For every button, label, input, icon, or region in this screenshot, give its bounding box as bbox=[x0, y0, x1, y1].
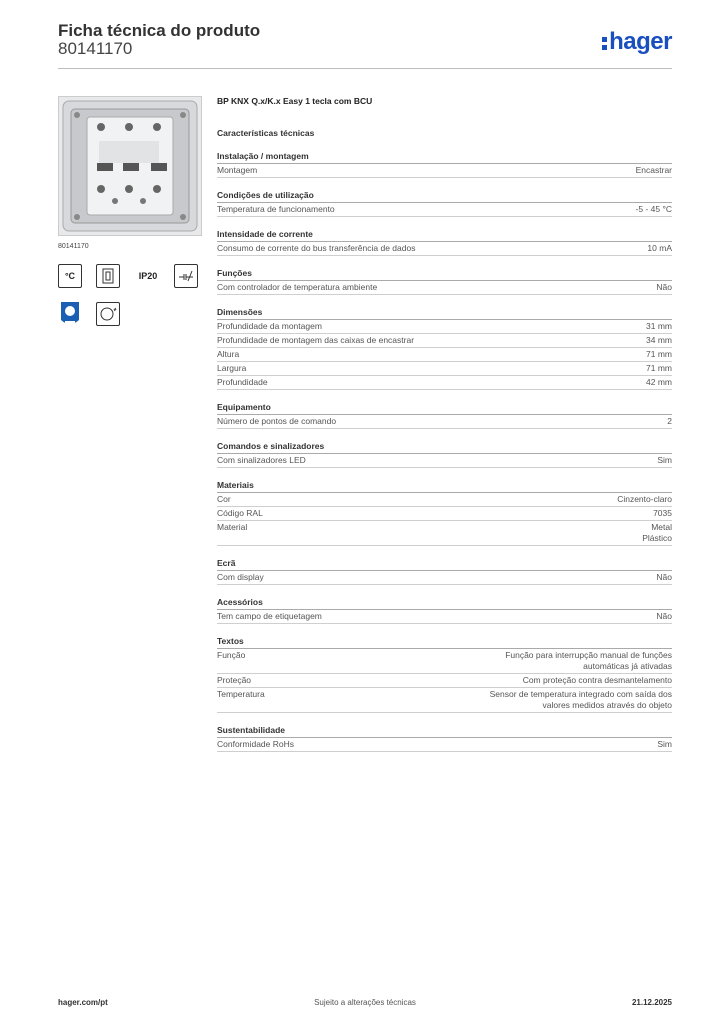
spec-section bbox=[217, 150, 672, 178]
spec-row bbox=[217, 415, 672, 429]
characteristics-title: Características técnicas bbox=[217, 128, 315, 138]
spec-label: Função bbox=[217, 650, 246, 660]
spec-value-line: 7035 bbox=[653, 508, 672, 518]
knx-push-button-image bbox=[59, 97, 201, 235]
spec-value bbox=[667, 416, 672, 427]
spec-value bbox=[656, 572, 672, 583]
product-image bbox=[58, 96, 202, 236]
product-code: 80141170 bbox=[58, 39, 133, 58]
spec-label: Tem campo de etiquetagem bbox=[217, 611, 322, 621]
spec-section bbox=[217, 479, 672, 546]
spec-row bbox=[217, 334, 672, 348]
spec-row bbox=[217, 649, 672, 674]
knx-icon bbox=[58, 302, 82, 326]
spec-section bbox=[217, 724, 672, 752]
spec-value bbox=[646, 377, 672, 388]
spec-value-line: Sensor de temperatura integrado com saída dos bbox=[489, 689, 672, 699]
logo-text: hager bbox=[609, 28, 672, 55]
spec-value bbox=[636, 165, 672, 176]
thermometer-icon bbox=[58, 264, 82, 288]
hager-logo bbox=[602, 28, 672, 56]
spec-value-line: valores medidos através do objeto bbox=[542, 700, 672, 710]
spec-value bbox=[646, 335, 672, 346]
spec-value-line: -5 - 45 °C bbox=[635, 204, 672, 214]
spec-value bbox=[653, 508, 672, 519]
dimmer-icon bbox=[174, 264, 198, 288]
spec-label: Profundidade da montagem bbox=[217, 321, 322, 331]
spec-value-line: Não bbox=[656, 611, 672, 621]
spec-value bbox=[656, 282, 672, 293]
spec-value bbox=[646, 349, 672, 360]
spec-label: Temperatura de funcionamento bbox=[217, 204, 335, 214]
spec-value bbox=[656, 611, 672, 622]
spec-row bbox=[217, 493, 672, 507]
spec-value-line: Cinzento-claro bbox=[617, 494, 672, 504]
spec-section bbox=[217, 189, 672, 217]
footer-disclaimer: Sujeito a alterações técnicas bbox=[314, 998, 416, 1007]
spec-label: Código RAL bbox=[217, 508, 263, 518]
spec-row bbox=[217, 521, 672, 546]
section-title: Dimensões bbox=[217, 306, 672, 320]
ip20-icon bbox=[134, 264, 162, 288]
spec-section bbox=[217, 635, 672, 713]
spec-value bbox=[636, 204, 672, 215]
spec-section bbox=[217, 401, 672, 429]
logo-dots-icon bbox=[602, 35, 607, 51]
section-title: Acessórios bbox=[217, 596, 672, 610]
spec-value-line: Encastrar bbox=[635, 165, 672, 175]
spec-row bbox=[217, 362, 672, 376]
page-header bbox=[58, 20, 672, 69]
specs-panel bbox=[217, 96, 672, 763]
spec-value-line: Sim bbox=[657, 739, 672, 749]
spec-label: Número de pontos de comando bbox=[217, 416, 337, 426]
section-title: Funções bbox=[217, 267, 672, 281]
spec-value-line: Metal bbox=[651, 522, 672, 532]
device-icon bbox=[96, 264, 120, 288]
spec-section bbox=[217, 440, 672, 468]
spec-value-line: 71 mm bbox=[646, 363, 672, 373]
spec-value-line: Não bbox=[656, 572, 672, 582]
section-title: Condições de utilização bbox=[217, 189, 672, 203]
spec-value-line: 2 bbox=[667, 416, 672, 426]
spec-value bbox=[490, 689, 672, 711]
spec-label: Consumo de corrente do bus transferência de dados bbox=[217, 243, 416, 253]
spec-row bbox=[217, 610, 672, 624]
spec-label: Largura bbox=[217, 363, 247, 373]
section-title: Equipamento bbox=[217, 401, 672, 415]
ip-rating: IP20 bbox=[138, 271, 158, 281]
spec-value bbox=[505, 650, 672, 672]
spec-value bbox=[647, 243, 672, 254]
spec-value-line: 31 mm bbox=[646, 321, 672, 331]
section-title: Comandos e sinalizadores bbox=[217, 440, 672, 454]
spec-label: Cor bbox=[217, 494, 231, 504]
section-title: Textos bbox=[217, 635, 672, 649]
spec-row bbox=[217, 454, 672, 468]
spec-label: Conformidade RoHs bbox=[217, 739, 295, 749]
spec-row bbox=[217, 674, 672, 688]
spec-row bbox=[217, 203, 672, 217]
section-title: Materiais bbox=[217, 479, 672, 493]
spec-section bbox=[217, 306, 672, 390]
spec-label: Com sinalizadores LED bbox=[217, 455, 306, 465]
spec-row bbox=[217, 738, 672, 752]
spec-section bbox=[217, 596, 672, 624]
spec-value bbox=[646, 321, 672, 332]
product-name: BP KNX Q.x/K.x Easy 1 tecla com BCU bbox=[217, 96, 373, 106]
spec-value-line: Com proteção contra desmantelamento bbox=[522, 675, 672, 685]
spec-row bbox=[217, 376, 672, 390]
spec-label: Com display bbox=[217, 572, 264, 582]
spec-row bbox=[217, 571, 672, 585]
section-title: Instalação / montagem bbox=[217, 150, 672, 164]
spec-row bbox=[217, 164, 672, 178]
spec-value-line: 10 mA bbox=[647, 243, 672, 253]
spec-row bbox=[217, 507, 672, 521]
spec-row bbox=[217, 348, 672, 362]
spec-label: Material bbox=[217, 522, 248, 532]
sensor-icon bbox=[96, 302, 120, 326]
spec-value-line: 42 mm bbox=[646, 377, 672, 387]
spec-row bbox=[217, 688, 672, 713]
footer-date: 21.12.2025 bbox=[631, 998, 672, 1007]
spec-sections bbox=[217, 150, 672, 752]
spec-section bbox=[217, 228, 672, 256]
spec-label: Proteção bbox=[217, 675, 252, 685]
footer-website: hager.com/pt bbox=[58, 998, 108, 1007]
spec-value-line: 34 mm bbox=[646, 335, 672, 345]
section-title: Sustentabilidade bbox=[217, 724, 672, 738]
spec-value bbox=[617, 494, 672, 505]
spec-value bbox=[646, 363, 672, 374]
spec-label: Com controlador de temperatura ambiente bbox=[217, 282, 378, 292]
spec-value-line: Função para interrupção manual de funções bbox=[505, 650, 672, 660]
spec-label: Profundidade bbox=[217, 377, 268, 387]
spec-label: Altura bbox=[217, 349, 240, 359]
temp-unit: °C bbox=[64, 271, 76, 281]
spec-section bbox=[217, 557, 672, 585]
spec-row bbox=[217, 281, 672, 295]
spec-label: Profundidade de montagem das caixas de encastrar bbox=[217, 335, 415, 345]
image-id-label: 80141170 bbox=[58, 243, 89, 250]
spec-value bbox=[657, 455, 672, 466]
spec-row bbox=[217, 320, 672, 334]
spec-value bbox=[657, 739, 672, 750]
spec-row bbox=[217, 242, 672, 256]
spec-value-line: Sim bbox=[657, 455, 672, 465]
section-title: Intensidade de corrente bbox=[217, 228, 672, 242]
spec-label: Montagem bbox=[217, 165, 258, 175]
spec-value-line: automáticas já ativadas bbox=[583, 661, 672, 671]
section-title: Ecrã bbox=[217, 557, 672, 571]
spec-value bbox=[523, 675, 672, 686]
page-title: Ficha técnica do produto bbox=[58, 21, 261, 40]
spec-label: Temperatura bbox=[217, 689, 265, 699]
spec-value-line: 71 mm bbox=[646, 349, 672, 359]
spec-value-line: Não bbox=[656, 282, 672, 292]
spec-section bbox=[217, 267, 672, 295]
spec-value bbox=[642, 522, 672, 544]
spec-value-line: Plástico bbox=[642, 533, 672, 543]
